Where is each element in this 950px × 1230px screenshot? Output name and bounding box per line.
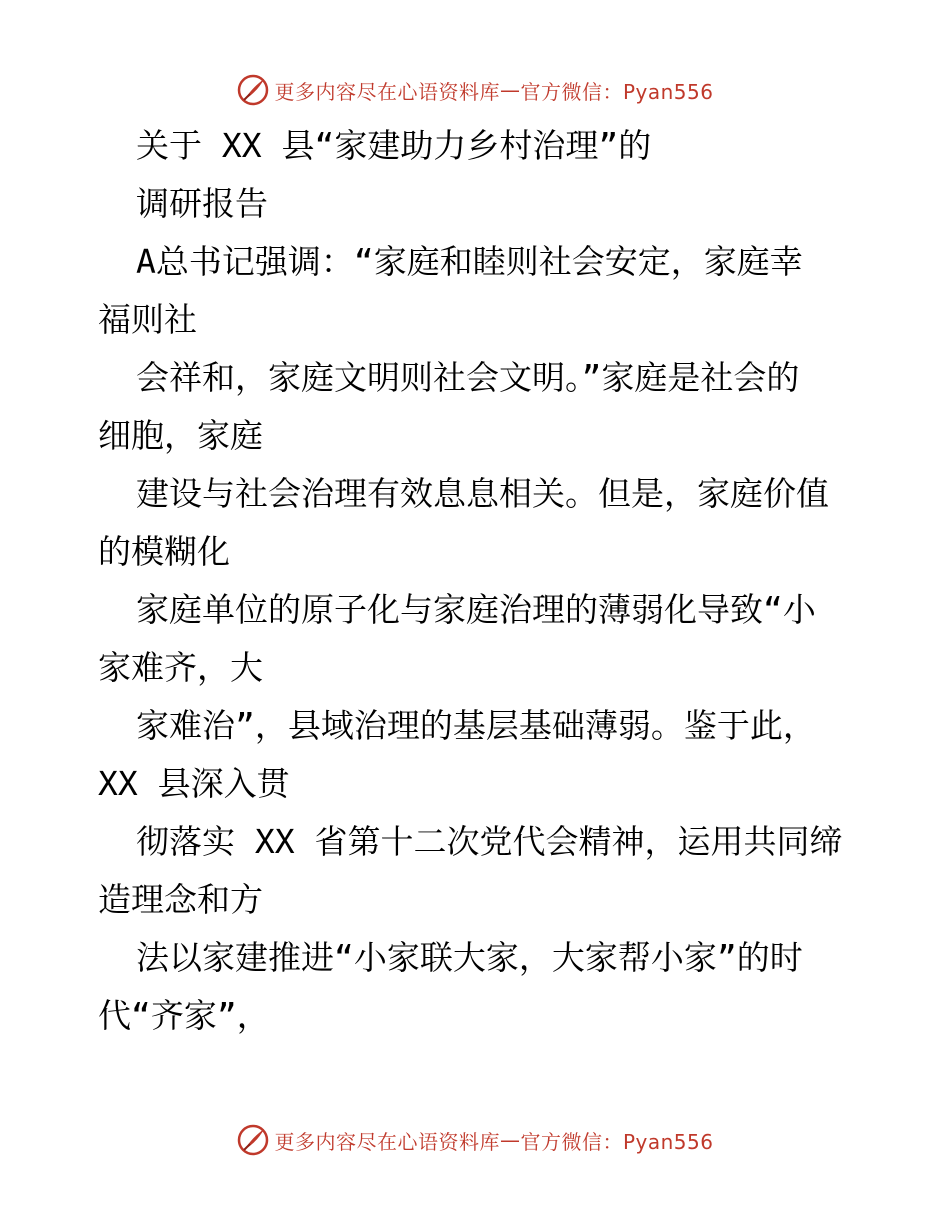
text-line: 法以家建推进“小家联大家，大家帮小家”的时 (136, 938, 803, 977)
text-line: 建设与社会治理有效息息相关。但是，家庭价值 (136, 474, 829, 513)
text-line: 细胞，家庭 (98, 416, 263, 455)
text-line: 家难治”，县域治理的基层基础薄弱。鉴于此， (136, 706, 816, 745)
text-line: 彻落实 XX 省第十二次党代会精神，运用共同缔 (136, 822, 843, 861)
watermark-sub-text: 官方微信：Pyan556 (520, 1129, 714, 1154)
feather-logo-icon (236, 1123, 270, 1157)
watermark-dash: — (499, 1128, 521, 1152)
text-line: 代“齐家”， (98, 996, 270, 1035)
text-line: 调研报告 (136, 184, 268, 223)
text-line: 福则社 (98, 300, 197, 339)
text-line: 造理念和方 (98, 880, 263, 919)
header-watermark (0, 70, 950, 110)
feather-logo-icon (236, 73, 270, 107)
watermark-main-text: 更多内容尽在心语资料库 (274, 1129, 500, 1154)
text-line: 的模糊化 (98, 532, 230, 571)
text-line: 家难齐，大 (98, 648, 263, 687)
text-line: 关于 XX 县“家建助力乡村治理”的 (136, 126, 652, 165)
text-line: XX 县深入贯 (98, 764, 290, 803)
footer-watermark (0, 1120, 950, 1160)
text-line: 家庭单位的原子化与家庭治理的薄弱化导致“小 (136, 590, 816, 629)
watermark-dash: — (499, 78, 521, 102)
text-line: 会祥和，家庭文明则社会文明。”家庭是社会的 (136, 358, 800, 397)
watermark-main-text: 更多内容尽在心语资料库 (274, 79, 500, 104)
document-body (98, 117, 858, 1045)
text-line: A总书记强调：“家庭和睦则社会安定，家庭幸 (136, 242, 803, 281)
watermark-sub-text: 官方微信：Pyan556 (520, 79, 714, 104)
